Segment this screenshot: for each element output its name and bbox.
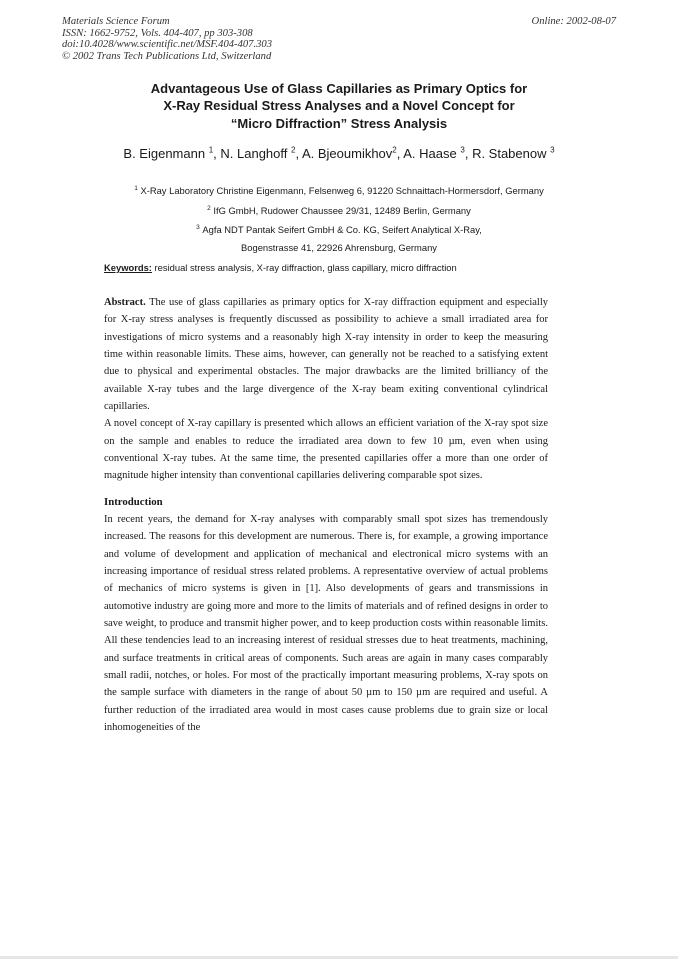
affiliation: $^3$ Agfa NDT Pantak Seifert GmbH & Co. KG, Seifert Analytical X-Ray, [196,224,482,236]
keywords-label: Keywords: [104,262,152,273]
author: R. Stabenow $^3$ [472,146,555,162]
author: A. Bjeoumikhov$^2$, [301,146,404,162]
affiliations [62,180,616,257]
abstract-paragraph: A novel concept of X-ray capillary is presented which allows an efficient variation of the X-ray spot size on the sample and enables to reduce the irradiated area down to few 10 µm, even when using conventional X-ray tubes. At the same time, the presented capillaries offer a more than one order of magnitude higher intensity than conventional capillaries delivering comparable spot sizes. [104,418,548,482]
title-line: X-Ray Residual Stress Analyses and a Novel Concept for [163,98,515,114]
abstract-paragraph: Abstract. The use of glass capillaries as primary optics for X-ray diffraction equipment and especially for X-ray stress analyses is frequently discussed as possibility to achieve a small irradiated area for investigations of micro systems and a reasonably high X-ray intensity in order to keep the measuring time within reasonable limits. These aims, however, can generally not be reached to a satisfying extent due to physical and experimental obstacles. The major drawbacks are the limited brilliancy of the available X-ray tubes and the large divergence of the X-ray beam exiting conventional cylindrical capillaries. [104,297,548,413]
affiliation: $^1$ X-Ray Laboratory Christine Eigenmann, Felsenweg 6, 91220 Schnaittach-Hormersdorf, Germany [134,185,544,197]
author: B. Eigenmann $^1$, [123,146,221,162]
affiliation: Bogenstrasse 41, 22926 Ahrensburg, Germany [241,242,437,254]
journal-header [62,16,272,62]
abstract [104,294,548,485]
title-line: “Micro Diffraction” Stress Analysis [230,115,448,131]
paper-title [100,80,578,132]
abstract-label: Abstract. [104,297,146,308]
copyright-line: © 2002 Trans Tech Publications Ltd, Switzerland [62,50,272,62]
body-paragraph: In recent years, the demand for X-ray analyses with comparably small spot sizes has tremendously increased. The reasons for this development are numerous. There is, for example, a growing importance and volume of development and application of mechanical and electronical micro systems with an increasing importance of residual stress related problems. A representative overview of actual problems of mechanics of micro systems is given in [1]. Also developments of gears and transmissions in automotive industry are going more and more to the limits of materials and of refined designs in order to save weight, to produce and transmit higher power, and to keep production costs within reasonable limits. All these tendencies lead to an increasing interest of residual stresses due to heat treatments, machining, and surface treatments in critical areas of components. Such areas are again in many cases comparably small radii, notches, or holes. For most of the practically important measuring problems, X-ray spots on the sample surface with diameters in the range of about 50 µm to 150 µm are required and useful. A further reduction of the irradiated area would in most cases cause problems due to grain size or local inhomogeneities of the [104,514,548,734]
keywords-text: residual stress analysis, X-ray diffraction, glass capillary, micro diffraction [151,262,457,273]
keywords [104,262,457,273]
doi-line: doi:10.4028/www.scientific.net/MSF.404-407.303 [62,39,272,51]
section-heading: Introduction [104,496,163,508]
author-list [62,146,616,161]
affiliation: $^2$ IfG GmbH, Rudower Chaussee 29/31, 12489 Berlin, Germany [207,204,471,216]
issn-line: ISSN: 1662-9752, Vols. 404-407, pp 303-308 [62,27,253,39]
author: A. Haase $^3$, [403,146,473,162]
introduction-section [104,511,548,736]
journal-name: Materials Science Forum [62,16,170,27]
online-date: Online: 2002-08-07 [531,16,616,27]
author: N. Langhoff $^2$, [220,146,302,162]
title-line: Advantageous Use of Glass Capillaries as Primary Optics for [150,81,528,96]
